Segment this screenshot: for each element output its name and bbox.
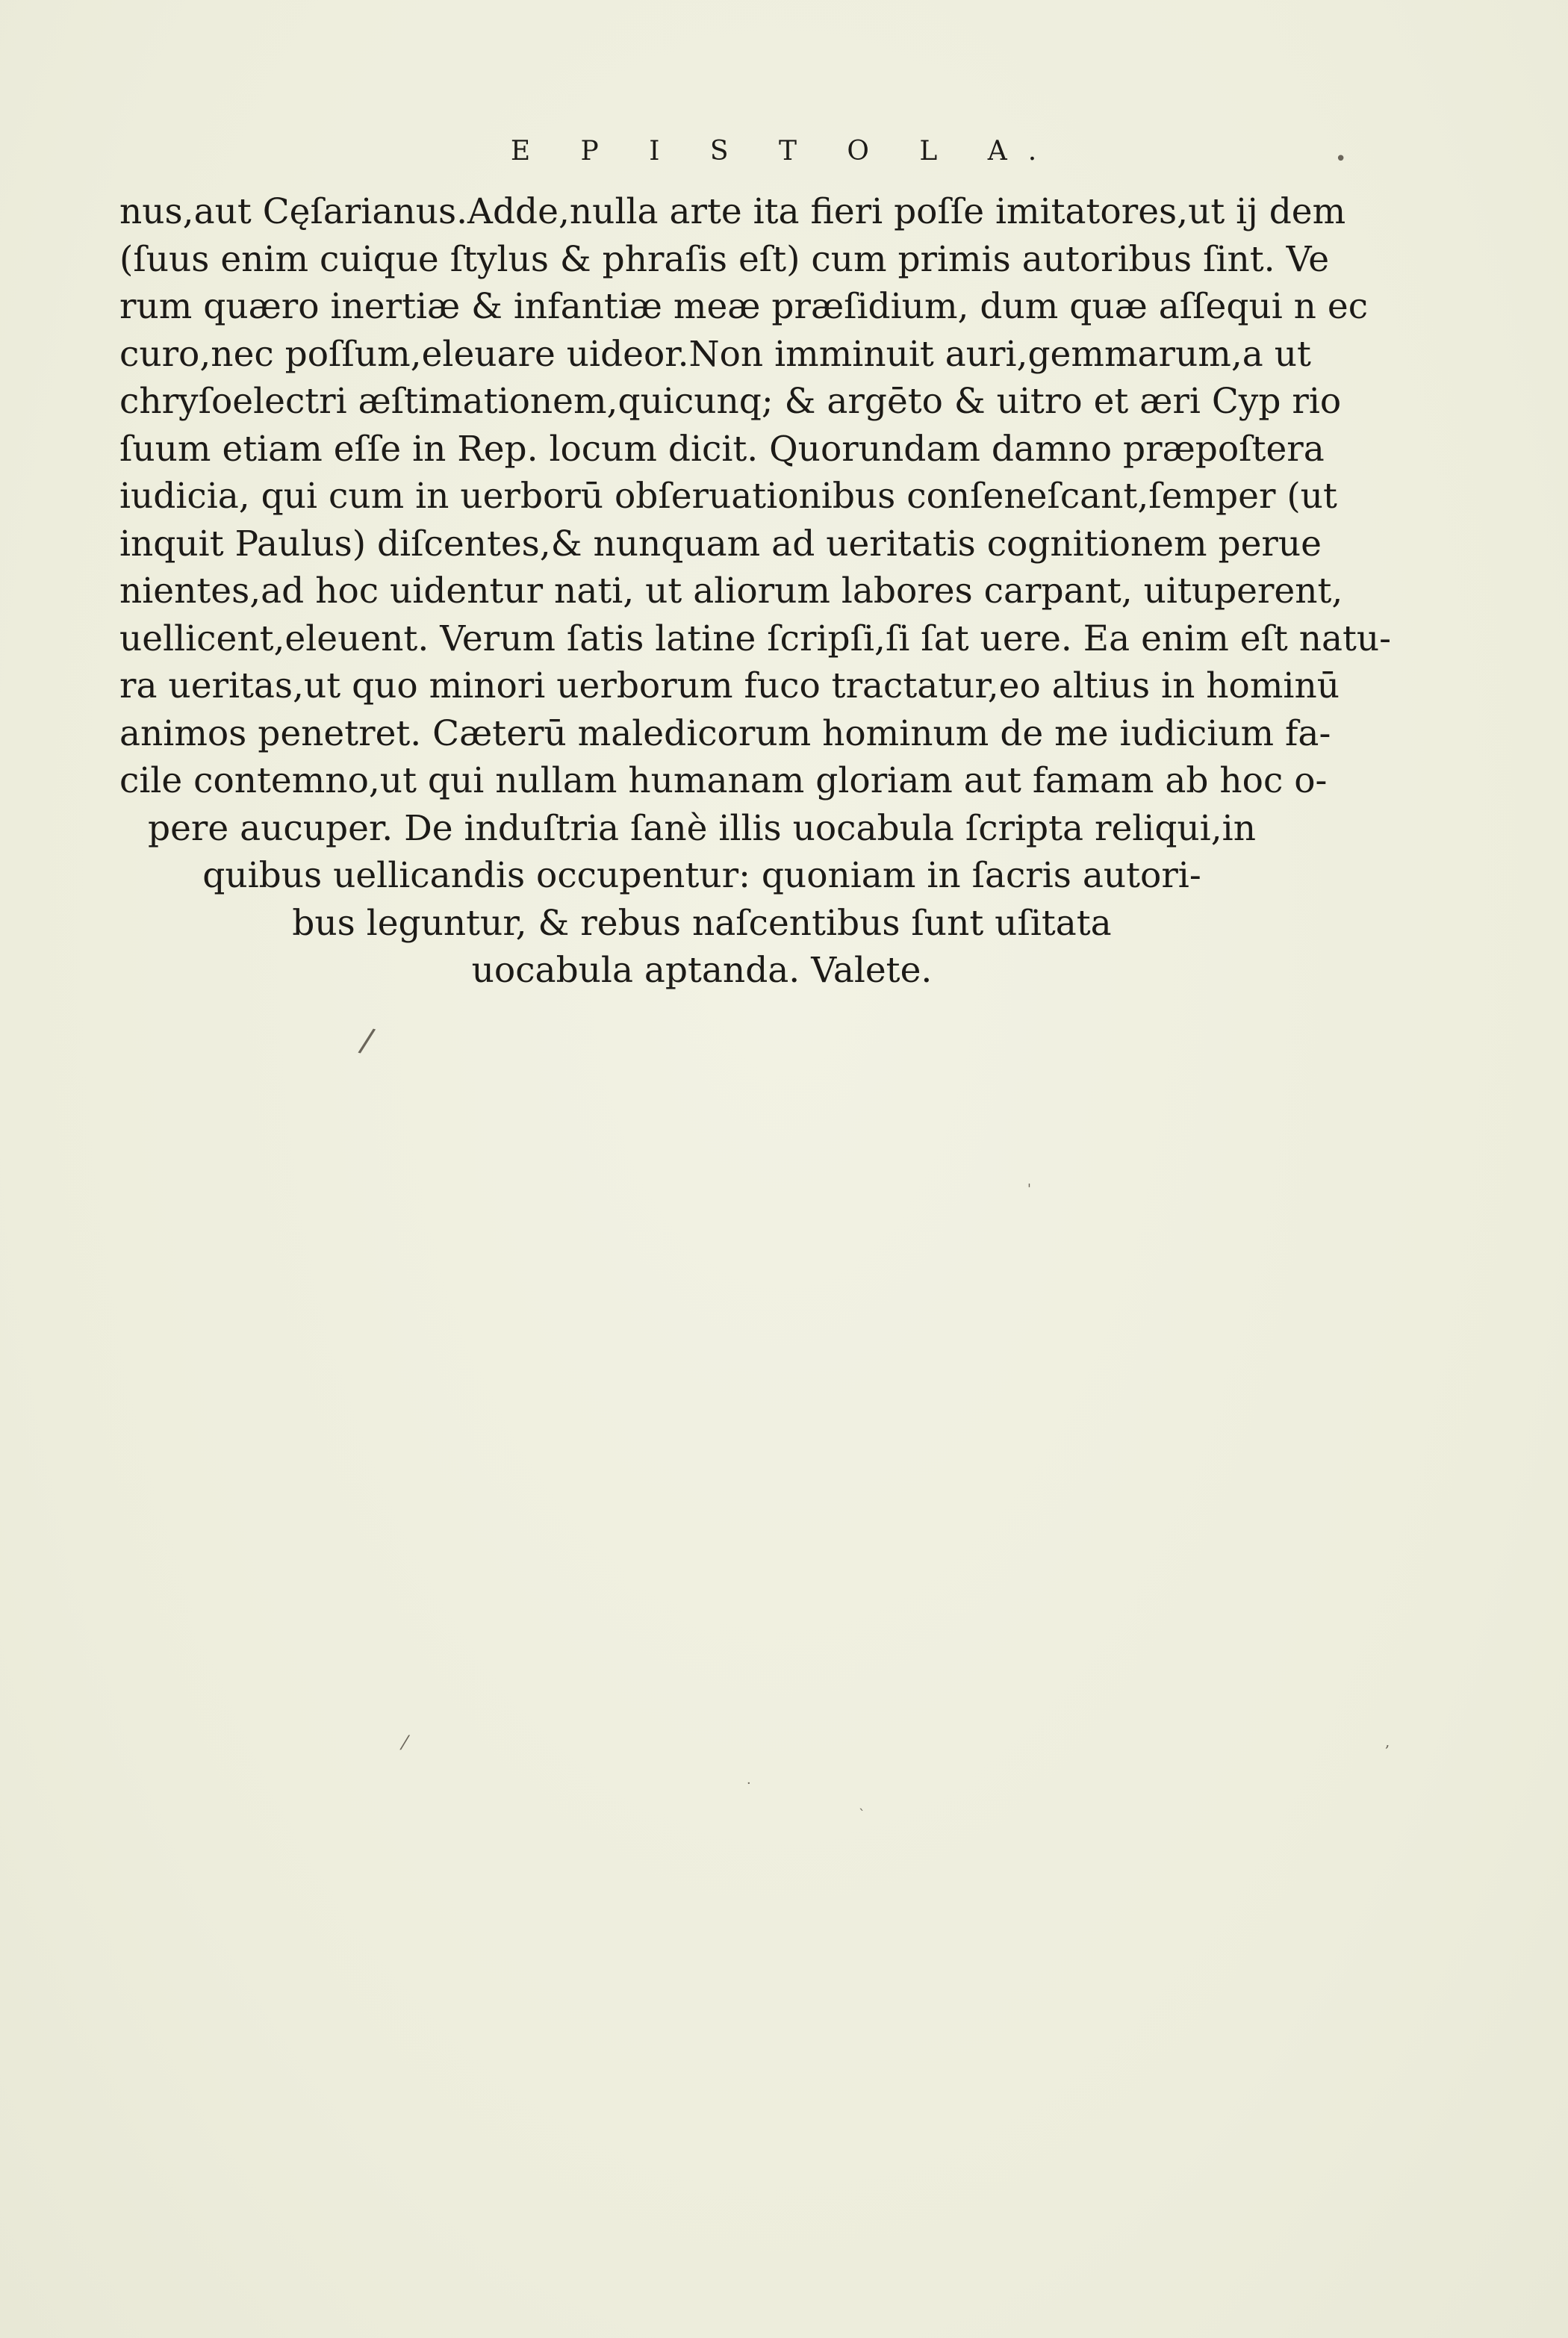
text-line: ſuum etiam eſſe in Rep. locum dicit. Quorundam damno præpoſtera [119,428,1325,470]
text-line: chryſoelectri æſtimationem,quicunq; & argēto & uitro et æri Cyp rio [119,381,1342,422]
text-line: inquit Paulus) diſcentes,& nunquam ad ueritatis cognitionem perue [119,523,1322,565]
paper-speck: ' [1027,1181,1031,1197]
text-line: rum quæro inertiæ & infantiæ meæ præſidium, dum quæ aſſequi n ec [119,286,1369,327]
text-line: nus,aut Cęſarianus.Adde,nulla arte ita fieri poſſe imitatores,ut ij dem [119,191,1346,232]
paper-speck: ˋ [859,1807,865,1823]
paper-mark: ⁄ [403,1732,407,1755]
text-line: uellicent,eleuent. Verum ſatis latine ſcripſi,ſi ſat uere. Ea enim eſt natu- [119,618,1392,659]
text-line: curo,nec poſſum,eleuare uideor.Non imminuit auri,gemmarum,a ut [119,333,1311,375]
epistle-text [119,188,1392,995]
text-line: iudicia, qui cum in uerborū obſeruationibus conſeneſcant,ſemper (ut [119,476,1337,517]
paper-speck: • [1335,148,1347,170]
text-line-tapered: quibus uellicandis occupentur: quoniam in ſacris autori- [202,855,1201,896]
text-line: ra ueritas,ut quo minori uerborum fuco tractatur,eo altius in hominū [119,665,1340,706]
paper-mark: / [356,1020,378,1061]
text-line: nientes,ad hoc uidentur nati, ut aliorum labores carpant, uituperent, [119,570,1343,612]
text-line-tapered: uocabula aptanda. Valete. [471,950,933,991]
text-line-tapered: bus leguntur, & rebus naſcentibus ſunt uſitata [292,902,1112,944]
paper-speck: , [1385,1732,1390,1750]
text-line: animos penetret. Cæterū maledicorum hominum de me iudicium fa- [119,712,1331,754]
paper-speck: · [747,1776,751,1791]
running-head: E P I S T O L A. [510,136,1058,167]
text-line-tapered: pere aucuper. De induſtria ſanè illis uocabula ſcripta reliqui,in [148,807,1256,849]
text-line: (ſuus enim cuique ſtylus & phraſis eſt) cum primis autoribus ſint. Ve [119,238,1330,280]
text-line: cile contemno,ut qui nullam humanam gloriam aut famam ab hoc o- [119,760,1328,801]
